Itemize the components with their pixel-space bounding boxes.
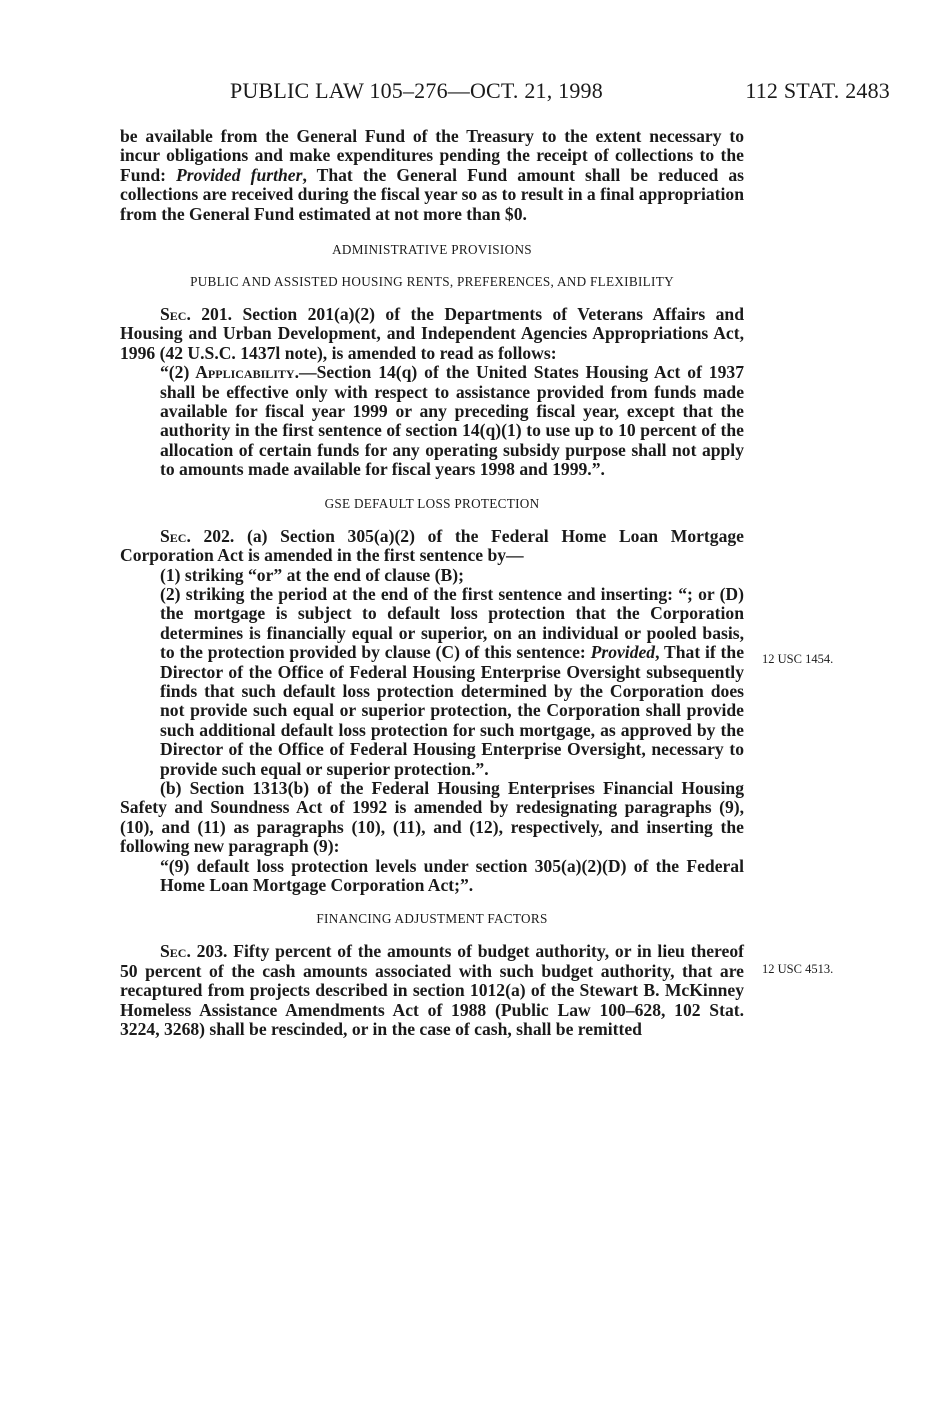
section-201-quote: “(2) Applicability.—Section 14(q) of the United States Housing Act of 1937 shall be effective only with respect to assistance provided from funds made available for fiscal year 1999 or any preceding fiscal year, except that the authority in the first sentence of section 14(q)(1) to use up to 10 percent of the allocation of certain funds for any operating subsidy purpose shall not apply to amounts made available for fiscal years 1998 and 1999.”. [160,362,744,480]
section-202a: Sec. 202. (a) Section 305(a)(2) of the Federal Home Loan Mortgage Corporation Act is amended in the first sentence by— [120,525,744,566]
section-201: Sec. 201. Section 201(a)(2) of the Departments of Veterans Affairs and Housing and Urban Development, and Independent Agencies Appropriations Act, 1996 (42 U.S.C. 1437l note), is amended to read as follows: [120,304,744,363]
margin-citation-4513: 12 USC 4513. [762,962,834,976]
section-202b: (b) Section 1313(b) of the Federal Housing Enterprises Financial Housing Safety and Soundness Act of 1992 is amended by redesignating paragraphs (9), (10), and (11) as paragraphs (10), (11), and (12), respectively, and inserting the following new paragraph (9): [120,777,744,857]
section-202a-clause-1: (1) striking “or” at the end of clause (B); [160,564,464,585]
section-203: Sec. 203. Fifty percent of the amounts of budget authority, or in lieu thereof 50 percent of the cash amounts associated with such budget authority, that are recaptured from projects described in section 1012(a) of the Stewart B. McKinney Homeless Assistance Amendments Act of 1988 (Public Law 100–628, 102 Stat. 3224, 3268) shall be rescinded, or in the case of cash, shall be remitted [120,941,744,1040]
section-202a-clause-2: (2) striking the period at the end of the first sentence and inserting: “; or (D) the mortgage is subject to default loss protection that the Corporation determines is financially equal or superior, on an individual or pooled basis, to the protection provided by clause (C) of this sentence: Provided, That if the Director of the Office of Federal Housing Enterprise Oversight subsequently finds that such default loss protection determined by the Corporation does not provide such equal or superior protection, the Corporation shall provide such additional default loss protection for such mortgage, as approved by the Director of the Office of Federal Housing Enterprise Oversight, necessary to provide such equal or superior protection.”. [160,583,745,779]
heading-financing-adjustment: FINANCING ADJUSTMENT FACTORS [316,911,548,927]
statute-page-ref: 112 STAT. 2483 [745,78,890,103]
running-header [230,78,890,108]
law-title: PUBLIC LAW 105–276—OCT. 21, 1998 [230,78,603,103]
continued-paragraph: be available from the General Fund of the Treasury to the extent necessary to incur obligations and make expenditures pending the receipt of collections to the Fund: Provided further, That the General Fund amount shall be reduced as collections are received during the fiscal year so as to result in a final appropriation from the General Fund estimated at not more than $0. [120,126,744,224]
heading-administrative-provisions: ADMINISTRATIVE PROVISIONS [332,242,532,258]
document-body [120,127,744,1039]
heading-gse-default-loss: GSE DEFAULT LOSS PROTECTION [324,495,540,511]
margin-citation-1454: 12 USC 1454. [762,652,834,666]
section-202b-quote: “(9) default loss protection levels under section 305(a)(2)(D) of the Federal Home Loan Mortgage Corporation Act;”. [160,855,744,895]
heading-housing-rents: PUBLIC AND ASSISTED HOUSING RENTS, PREFERENCES, AND FLEXIBILITY [190,274,674,290]
